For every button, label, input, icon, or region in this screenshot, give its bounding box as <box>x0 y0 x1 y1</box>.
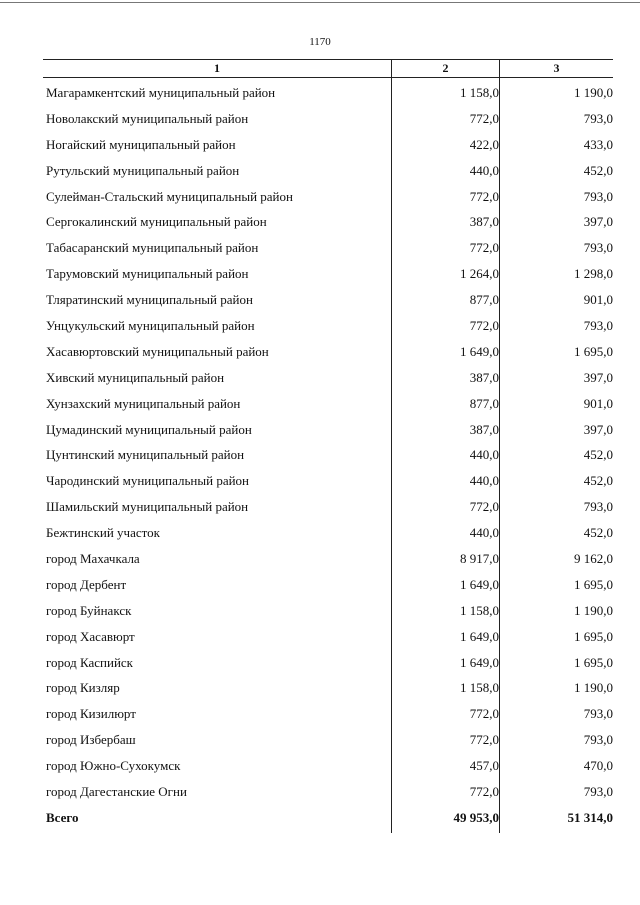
table-row <box>43 235 613 261</box>
row-name: Чародинский муниципальный район <box>46 473 250 489</box>
row-name: Хивский муниципальный район <box>46 369 225 385</box>
column-header-1: 1 <box>214 61 220 75</box>
table-row <box>43 779 613 805</box>
row-name: Сергокалинский муниципальный район <box>46 214 267 230</box>
column-header-2: 2 <box>442 61 449 75</box>
table-row <box>43 598 613 624</box>
row-value-col3: 1 298,0 <box>574 266 613 282</box>
row-value-col3: 9 162,0 <box>574 551 613 567</box>
row-name: Унцукульский муниципальный район <box>46 318 255 334</box>
table-header <box>43 59 613 78</box>
table-row <box>43 650 613 676</box>
table-row <box>43 339 613 365</box>
table-row <box>43 753 613 779</box>
row-value-col3: 452,0 <box>583 162 613 178</box>
table-row <box>43 701 613 727</box>
row-value-col2: 772,0 <box>469 784 499 800</box>
row-value-col2: 440,0 <box>469 447 499 463</box>
row-value-col3: 793,0 <box>583 732 613 748</box>
table-row <box>43 494 613 520</box>
row-value-col3: 793,0 <box>583 499 613 515</box>
row-value-col3: 793,0 <box>583 240 613 256</box>
row-name: Шамильский муниципальный район <box>46 499 249 515</box>
row-name: город Каспийск <box>46 654 133 670</box>
row-value-col2: 1 649,0 <box>460 628 499 644</box>
table-row <box>43 261 613 287</box>
row-name: Хунзахский муниципальный район <box>46 395 241 411</box>
row-value-col2: 877,0 <box>469 395 499 411</box>
row-value-col2: 772,0 <box>469 240 499 256</box>
row-value-col3: 397,0 <box>583 214 613 230</box>
row-value-col3: 901,0 <box>583 292 613 308</box>
table-row <box>43 391 613 417</box>
row-value-col2: 49 953,0 <box>453 809 499 825</box>
table-row <box>43 132 613 158</box>
row-name: Новолакский муниципальный район <box>46 110 249 126</box>
total-row <box>43 805 613 831</box>
row-name: город Избербаш <box>46 732 136 748</box>
row-value-col3: 452,0 <box>583 447 613 463</box>
table-row <box>43 209 613 235</box>
row-value-col2: 1 264,0 <box>460 266 499 282</box>
row-value-col3: 1 190,0 <box>574 602 613 618</box>
table-row <box>43 572 613 598</box>
row-name: Ногайский муниципальный район <box>46 136 236 152</box>
row-name: город Махачкала <box>46 551 140 567</box>
table-row <box>43 520 613 546</box>
row-value-col3: 793,0 <box>583 188 613 204</box>
row-value-col3: 397,0 <box>583 421 613 437</box>
row-value-col2: 1 649,0 <box>460 343 499 359</box>
row-value-col2: 440,0 <box>469 473 499 489</box>
row-name: город Кизляр <box>46 680 120 696</box>
row-value-col2: 422,0 <box>469 136 499 152</box>
table-row <box>43 365 613 391</box>
table-row <box>43 442 613 468</box>
row-value-col3: 793,0 <box>583 706 613 722</box>
row-value-col3: 1 190,0 <box>574 85 613 100</box>
row-name: Табасаранский муниципальный район <box>46 240 259 256</box>
table-row <box>43 287 613 313</box>
row-value-col2: 387,0 <box>469 421 499 437</box>
row-name: город Буйнакск <box>46 602 132 618</box>
row-value-col2: 1 649,0 <box>460 576 499 592</box>
table-row <box>43 546 613 572</box>
row-name: Рутульский муниципальный район <box>46 162 240 178</box>
row-value-col2: 440,0 <box>469 162 499 178</box>
row-value-col3: 433,0 <box>583 136 613 152</box>
row-name: город Хасавюрт <box>46 628 135 644</box>
top-rule <box>0 2 640 3</box>
row-name: Бежтинский участок <box>46 525 160 541</box>
row-value-col2: 440,0 <box>469 525 499 541</box>
row-name: город Дербент <box>46 576 127 592</box>
row-name: Цумадинский муниципальный район <box>46 421 252 437</box>
row-value-col2: 772,0 <box>469 318 499 334</box>
table-row <box>43 675 613 701</box>
row-value-col2: 1 158,0 <box>460 602 499 618</box>
row-value-col2: 1 158,0 <box>460 85 499 100</box>
row-value-col2: 387,0 <box>469 214 499 230</box>
table-row <box>43 106 613 132</box>
table-row <box>43 727 613 753</box>
page-number: 1170 <box>309 36 331 48</box>
row-name: Тляратинский муниципальный район <box>46 292 253 308</box>
column-header-3: 3 <box>553 61 560 75</box>
row-value-col3: 452,0 <box>583 473 613 489</box>
row-value-col3: 397,0 <box>583 369 613 385</box>
row-name: город Южно-Сухокумск <box>46 758 181 774</box>
row-value-col3: 901,0 <box>583 395 613 411</box>
row-name: Всего <box>46 809 79 825</box>
row-value-col2: 1 649,0 <box>460 654 499 670</box>
row-name: Хасавюртовский муниципальный район <box>46 343 269 359</box>
row-value-col3: 470,0 <box>583 758 613 774</box>
row-value-col3: 51 314,0 <box>567 809 613 825</box>
row-name: город Кизилюрт <box>46 706 136 722</box>
row-value-col3: 1 695,0 <box>574 628 613 644</box>
row-value-col3: 793,0 <box>583 784 613 800</box>
table-row <box>43 184 613 210</box>
row-value-col2: 772,0 <box>469 110 499 126</box>
table-row <box>43 158 613 184</box>
table-row <box>43 624 613 650</box>
row-value-col2: 457,0 <box>469 758 499 774</box>
row-name: город Дагестанские Огни <box>46 784 187 800</box>
row-value-col3: 1 190,0 <box>574 680 613 696</box>
data-table <box>43 59 613 831</box>
row-value-col2: 387,0 <box>469 369 499 385</box>
row-value-col3: 793,0 <box>583 318 613 334</box>
row-value-col3: 1 695,0 <box>574 343 613 359</box>
row-value-col3: 1 695,0 <box>574 576 613 592</box>
table-body <box>43 78 613 831</box>
row-value-col2: 8 917,0 <box>460 551 499 567</box>
row-value-col2: 1 158,0 <box>460 680 499 696</box>
row-value-col2: 877,0 <box>469 292 499 308</box>
table-row <box>43 313 613 339</box>
row-value-col3: 1 695,0 <box>574 654 613 670</box>
row-value-col3: 452,0 <box>583 525 613 541</box>
row-value-col2: 772,0 <box>469 499 499 515</box>
row-name: Магарамкентский муниципальный район <box>46 85 276 100</box>
row-value-col2: 772,0 <box>469 732 499 748</box>
row-name: Цунтинский муниципальный район <box>46 447 245 463</box>
table-row <box>43 468 613 494</box>
row-name: Сулейман-Стальский муниципальный район <box>46 188 293 204</box>
row-value-col2: 772,0 <box>469 706 499 722</box>
table-row <box>43 80 613 106</box>
row-value-col2: 772,0 <box>469 188 499 204</box>
row-value-col3: 793,0 <box>583 110 613 126</box>
table-row <box>43 417 613 443</box>
row-name: Тарумовский муниципальный район <box>46 266 249 282</box>
